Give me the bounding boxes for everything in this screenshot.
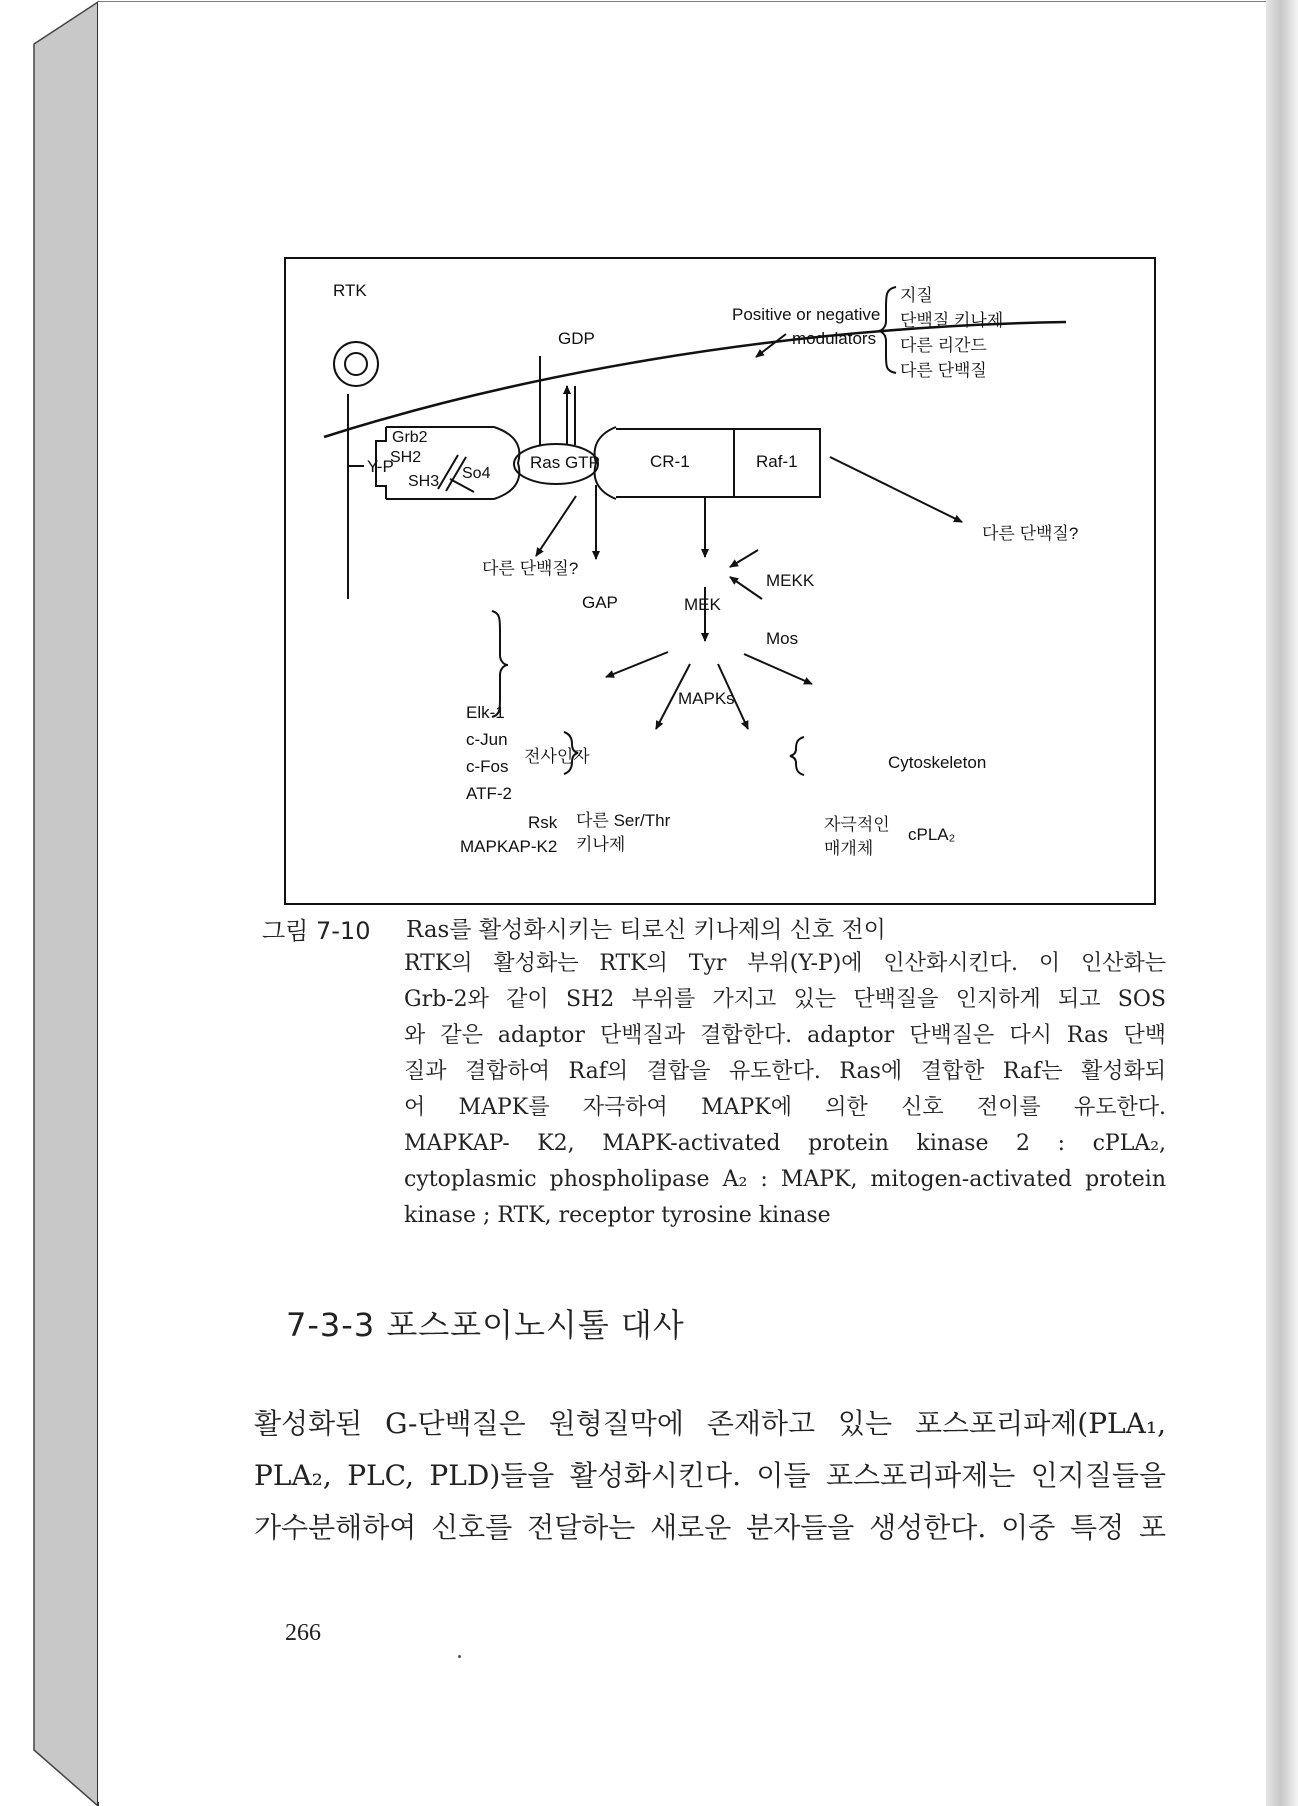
body-line: PLA₂, PLC, PLD)들을 활성화시킨다. 이들 포스포리파제는 인지질들을 [254,1459,1166,1492]
kinase-label-line1: 다른 Ser/Thr [576,811,671,830]
body-line: 가수분해하여 신호를 전달하는 새로운 분자들을 생성한다. 이중 특정 포 [254,1511,1166,1544]
page-edge-shadow [1266,0,1298,1806]
ras-gtp-label: Ras GTP [530,453,600,472]
modulator-type: 다른 리간드 [900,336,987,355]
page-number: 266 [285,1620,321,1646]
so4-label: So4 [462,465,491,482]
ras-left-bracket [494,427,519,499]
body-paragraph [254,1398,1166,1554]
caption-line: kinase ; RTK, receptor tyrosine kinase [404,1203,831,1228]
pathway-diagram-lines [286,259,1158,907]
mapks-to-tf [606,652,668,677]
sh3-label: SH3 [408,473,440,490]
tf-item: c-Jun [466,730,508,749]
cr1-label: CR-1 [650,452,690,471]
modulator-arrow [756,334,786,357]
caption-line: RTK의 활성화는 RTK의 Tyr 부위(Y-P)에 인산화시킨다. 이 인산화는 [404,951,1166,976]
kinase-list [460,811,557,859]
mekk-label: MEKK [766,571,815,590]
caption-line: Grb-2와 같이 SH2 부위를 가지고 있는 단백질을 인지하게 되고 SOS [404,987,1166,1012]
modulators-label-line1: Positive or negative [732,305,881,324]
figure-number: 그림 7-10 [262,917,371,945]
mekk-to-mek [730,550,758,567]
tf-item: Elk-1 [466,703,505,722]
ras-to-other [536,496,576,556]
transcription-factor-list [466,699,512,807]
mos-label: Mos [766,629,799,648]
caption-line: MAPKAP- K2, MAPK-activated protein kinase 2 : cPLA₂, [404,1131,1166,1156]
kinase-label-line2: 키나제 [576,835,626,854]
tf-item: c-Fos [466,757,509,776]
sh2-label: SH2 [390,449,422,466]
raf-to-other [830,457,962,522]
signal-transduction-figure [284,257,1156,905]
kinase-item: Rsk [528,813,558,832]
caption-line: 어 MAPK를 자극하여 MAPK에 의한 신호 전이를 유도한다. [404,1095,1166,1120]
figure-caption-body [404,946,1166,1234]
modulator-type: 단백질 키나제 [900,311,1004,330]
mapks-to-cytoskeleton [744,654,812,684]
mediator-label-line1: 자극적인 [824,815,890,834]
gdp-label: GDP [558,329,595,348]
caption-line: cytoplasmic phospholipase A₂ : MAPK, mitogen-activated protein [404,1167,1166,1192]
modulator-types-list [900,283,1003,383]
mek-label: MEK [684,595,721,614]
rtk-receptor-outer [334,342,378,386]
rtk-label: RTK [333,281,367,300]
other-protein-left-label: 다른 단백질? [482,559,579,578]
mos-to-mek [730,577,762,599]
tf-item: ATF-2 [466,784,512,803]
modulators-label-line2: modulators [792,329,877,348]
mapks-label: MAPKs [678,689,735,708]
modulator-type: 다른 단백질 [900,361,987,380]
cpla2-label: cPLA₂ [908,825,956,844]
print-speck [458,1655,461,1658]
grb2-label: Grb2 [392,429,428,446]
caption-line: 와 같은 adaptor 단백질과 결합한다. adaptor 단백질은 다시 Ras 단백 [404,1023,1166,1048]
kinase-item: MAPKAP-K2 [460,837,558,856]
gap-label: GAP [582,593,618,612]
raf1-label: Raf-1 [756,452,798,471]
other-protein-right-label: 다른 단백질? [982,524,1079,543]
caption-line: 질과 결합하여 Raf의 결합을 유도한다. Ras에 결합한 Raf는 활성화되 [404,1059,1166,1084]
cytoskeleton-label: Cytoskeleton [888,753,987,772]
mediator-label-line2: 매개체 [824,839,874,858]
mediator-brace [790,737,804,775]
body-line: 활성화된 G-단백질은 원형질막에 존재하고 있는 포스포리파제(PLA₁, [254,1407,1166,1440]
transcription-factor-label: 전사인자 [524,747,590,766]
figure-title: Ras를 활성화시키는 티로신 키나제의 신호 전이 [406,917,886,943]
section-heading: 7-3-3 포스포이노시톨 대사 [286,1306,685,1344]
modulator-type: 지질 [900,286,933,305]
rtk-receptor-inner [345,353,367,375]
yp-label: Y-P [367,457,394,476]
